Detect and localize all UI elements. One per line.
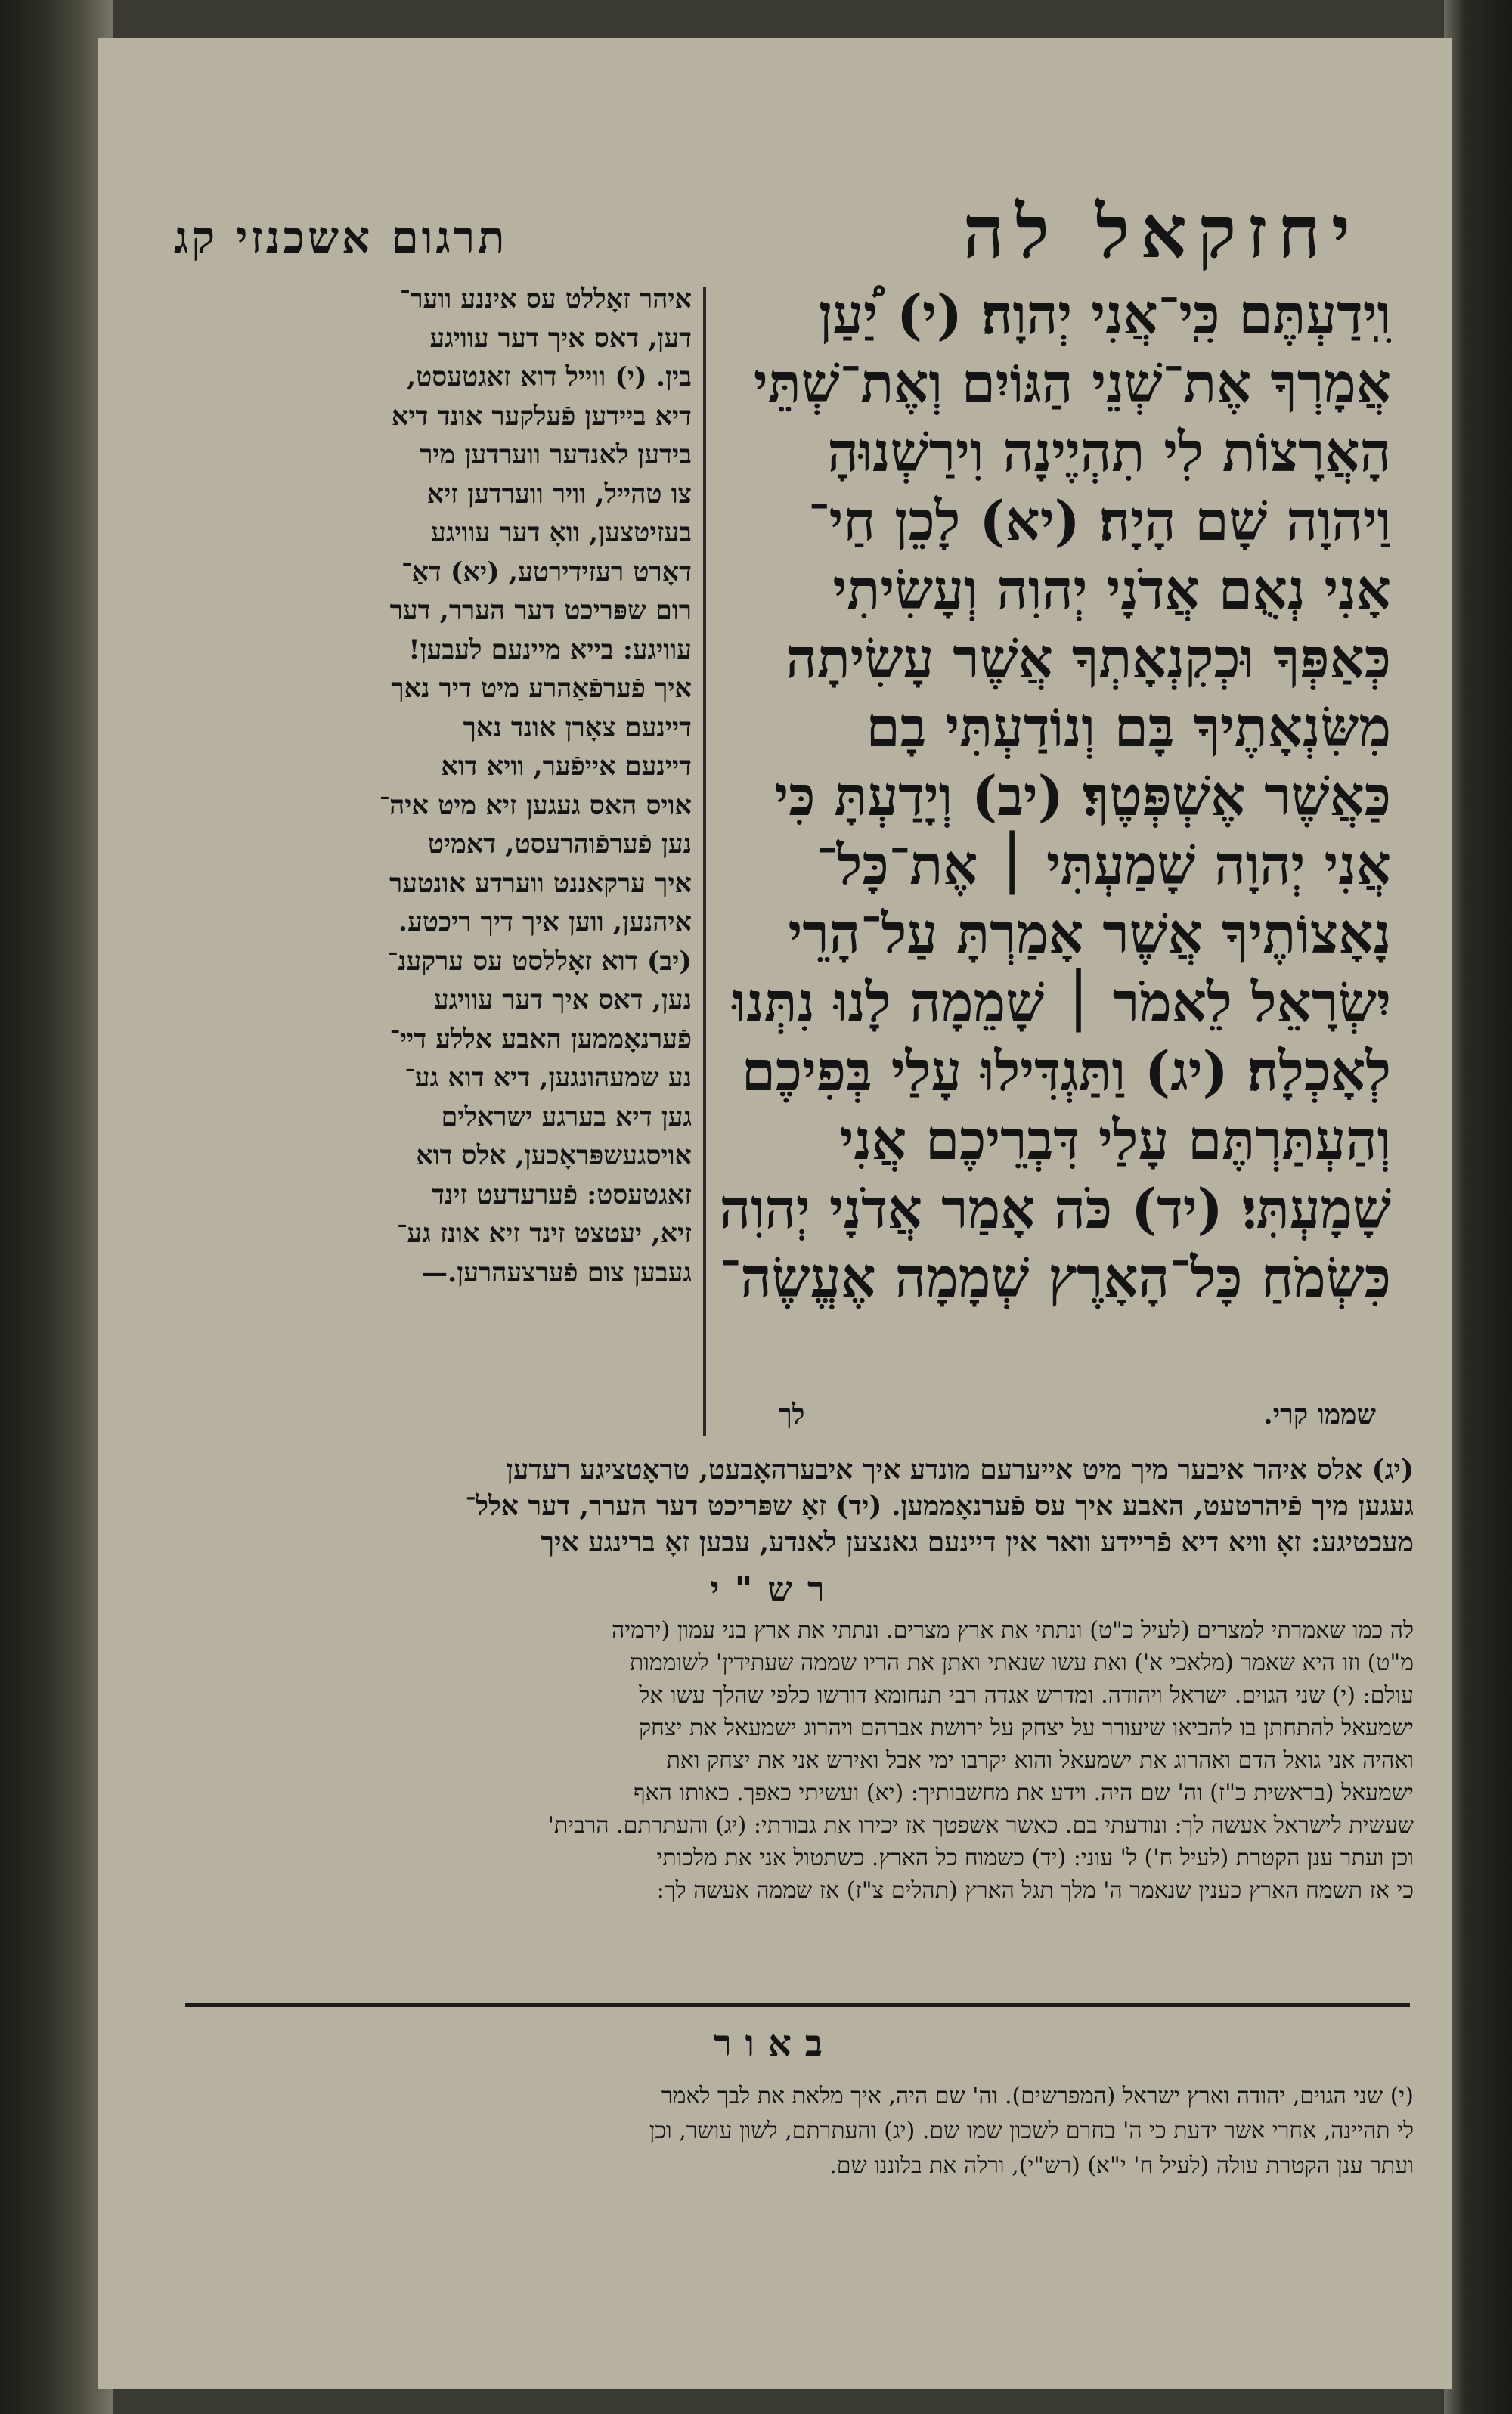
rashi-line: כי אז תשמח הארץ כענין שנאמר ה' מלך תגל הארץ (תהלים צ"ז) אז שממה אעשה לך: [656,1877,1414,1904]
targum-line: נען, דאס איך דער עוויגע [433,984,692,1015]
running-title-right: יחזקאל לה [962,189,1361,274]
rashi-commentary [174,1614,1414,1907]
targum-line: אויסגעשפּראָכען, אלס דוא [416,1140,692,1171]
rashi-line: ישמעאל להתחתן בו להביאו שיעורר על יצחק על ירושת אברהם ויהרוג ישמעאל את יצחק [639,1715,1414,1741]
targum-line: געבען צום פֿערצעהרען.— [421,1257,692,1288]
targum-line: רום שפּריכט דער הערר, דער [389,595,692,626]
scripture-line: הָאֲרָצוֹת לִי תִהְיֶינָה וִירַשְׁנוּהָ [827,420,1391,484]
targum-line: זאגטעסט: פֿערעדעט זינד [432,1179,692,1210]
targum-line: בידען לאנדער ווערדען מיר [420,439,692,470]
targum-line: בעזיטצען, וואָ דער עוויגע [430,517,692,548]
rashi-line: ישמעאל (בראשית כ"ז) וה' שם היה. וידע את מחשבותיך: (יא) ועשיתי כאפך. כאותו האף [634,1780,1414,1806]
biur-commentary [174,2079,1414,2183]
scripture-line: וְהַעְתַּרְתֶּם עָלַי דִּבְרֵיכֶם אֲנִי [839,1108,1391,1172]
targum-line: צו טהייל, וויר ווערדען זיא [426,478,692,510]
scripture-line: כְּאַפְּךָ וּכְקִנְאָתְךָ אֲשֶׁר עָשִׂיתָה [785,626,1391,690]
rashi-line: וכן ועתר ענן הקטרת (לעיל ח') ל' עוני: (יד) כשמוח כל הארץ. כשתטול אני את מלכותי [656,1845,1414,1871]
targum-line: עוויגע: בייא מיינעם לעבען! [408,634,692,665]
scripture-line: אֲמָרְךָ אֶת־שְׁנֵי הַגּוֹיִם וְאֶת־שְׁתֵּי [753,351,1391,415]
targum-line: גען דיא בערגע ישראלים [441,1101,692,1133]
targum-line: איהנען, ווען איך דיך ריכטע. [398,906,692,937]
targum-line: נען פֿערפֿוהרעסט, דאמיט [427,829,692,860]
targum-line: דיינעם אייפֿער, וויא דוא [441,751,692,782]
targum-continuation [174,1452,1414,1560]
scripture-line: אָנִי נְאֻם אֲדֹנָי יְהוִה וְעָשִׂיתִי [832,557,1391,621]
footnote-line: געגען מיך פֿיהרטעט, האבע איך עס פֿערנאָממען. (יד) זאָ שפּריכט דער הערר, דער אלל־ [465,1490,1414,1522]
scripture-line: נָאָצוֹתֶיךָ אֲשֶׁר אָמַרְתָּ עַל־הָרֵי [788,901,1391,965]
targum-line: דען, דאס איך דער עוויגע [429,322,692,354]
rashi-line: מ"ט) וזו היא שאמר (מלאכי א') ואת עשו שנאתי ואתן את הריו שממה שעתידין' לשוממות [629,1650,1414,1676]
targum-line: בין. (י) ווייל דוא זאגטעסט, [406,361,692,392]
rashi-heading: רש"י [710,1569,840,1610]
biur-line: ועתר ענן הקטרת עולה (לעיל ח' י"א) (רש"י), ורלה את בלוננו שם. [829,2152,1414,2179]
scripture-line: וַיהוָה שָׁם הָיָה׃ (יא) לָכֵן חַי־ [807,488,1391,553]
scripture-line: כַּאֲשֶׁר אֶשְׁפְּטֶךָ׃ (יב) וְיָדַעְתָּ כִּי [774,764,1391,828]
biur-line: לי תהיינה, אחרי אשר ידעת כי ה' בחרם לשכון שמו שם. (יג) והעתרתם, לשון עושר, וכן [649,2118,1414,2144]
biur-line: (י) שני הגוים, יהודה וארץ ישראל (המפרשים). וה' שם היה, איך מלאת את לבך לאמר [661,2083,1414,2109]
biur-heading: באור [714,2022,836,2065]
book-spine-left [0,0,113,2414]
targum-line: איהר זאָללט עס איננע ווער־ [399,284,692,315]
targum-translation [170,280,692,1292]
rashi-line: ואהיה אני גואל הדם ואהרוג את ישמעאל והוא יקרבו ימי אבל ואירש אני את יצחק ואת [666,1747,1414,1774]
rashi-line: עולם: (י) שני הגוים. ישראל ויהודה. ומדרש אגדה רבי תנחומא דורשו כלפי שהלך עשו אל [639,1682,1414,1709]
catchword: לך [779,1399,805,1430]
targum-line: אויס האס געגען זיא מיט איה־ [379,789,692,821]
qere-note: שממו קרי. [1263,1399,1376,1430]
targum-line: פֿערנאָממען האבע אללע דיי־ [389,1023,692,1055]
targum-line: דיינעם צאָרן אונד נאך [463,711,692,743]
targum-line: איך ערקאננט ווערדע אונטער [389,867,692,899]
scripture-line: אֲנִי יְהוָה שָׁמַעְתִּי ׀ אֶת־כָּל־ [816,832,1391,897]
running-title-left: תרגום אשכנזי קג [174,212,508,263]
scripture-line: יִשְׂרָאֵל לֵאמֹר ׀ שָׁמֵמָה לָנוּ נִתְּנוּ [732,970,1391,1034]
book-edge-right [1444,0,1512,2414]
scripture-line: לְאָכְלָה׃ (יג) וַתַּגְדִּילוּ עָלַי בְּפִיכֶם [741,1039,1391,1103]
targum-line: זיא, יעטצט זינד זיא אונז גע־ [396,1218,692,1249]
targum-line: איך פֿערפֿאַהרע מיט דיר נאך [391,673,692,704]
section-divider [185,2003,1410,2007]
footnote-line: (יג) אלס איהר איבער מיך מיט אייערעם מונדע איך איבערהאָבעט, טראָטציגע רעדען [506,1454,1414,1486]
targum-line: נע שמעהונגען, דיא דוא גע־ [404,1062,692,1093]
targum-line: (יב) דוא זאָללסט עס ערקענ־ [387,945,692,977]
book-page [98,38,1452,2389]
rashi-line: שעשית לישראל אעשה לך: ונודעתי בם. כאשר אשפטך אז יכירו את גבורתי: (יג) והעתרתם. הרבית' [547,1812,1414,1839]
scripture-text [627,280,1391,1312]
rashi-line: לה כמו שאמרתי למצרים (לעיל כ"ט) ונתתי את ארץ מצרים. ונתתי את ארץ בני עמון (ירמיה [612,1617,1414,1644]
scripture-line: מִשִּׂנְאָתֶיךָ בָּם וְנוֹדַעְתִּי בָם [866,695,1391,759]
scripture-line: וִֽידַעְתֶּם כִּֽי־אֲנִי יְהוָה׃ (י) יַ֠עַן [818,282,1391,346]
targum-line: דיא ביידען פֿעלקער אונד דיא [391,400,692,432]
scripture-line: שָׁמָעְתִּי׃ (יד) כֹּה אָמַר אֲדֹנָי יְהוִה [719,1176,1391,1241]
footnote-line: מעכטיגע: זאָ וויא דיא פֿריידע וואר אין דיינעם גאנצען לאנדע, עבען זאָ ברינגע איך [541,1526,1414,1558]
column-divider [703,287,706,1436]
targum-line: דאָרט רעזידירטע, (יא) דאַ־ [401,556,692,587]
page-header [174,189,1376,280]
ketiv-qere-note [756,1399,1452,1444]
scripture-line: כִּשְׂמֹחַ כָּל־הָאָרֶץ שְׁמָמָה אֶעֱשֶׂה־ [719,1245,1391,1309]
